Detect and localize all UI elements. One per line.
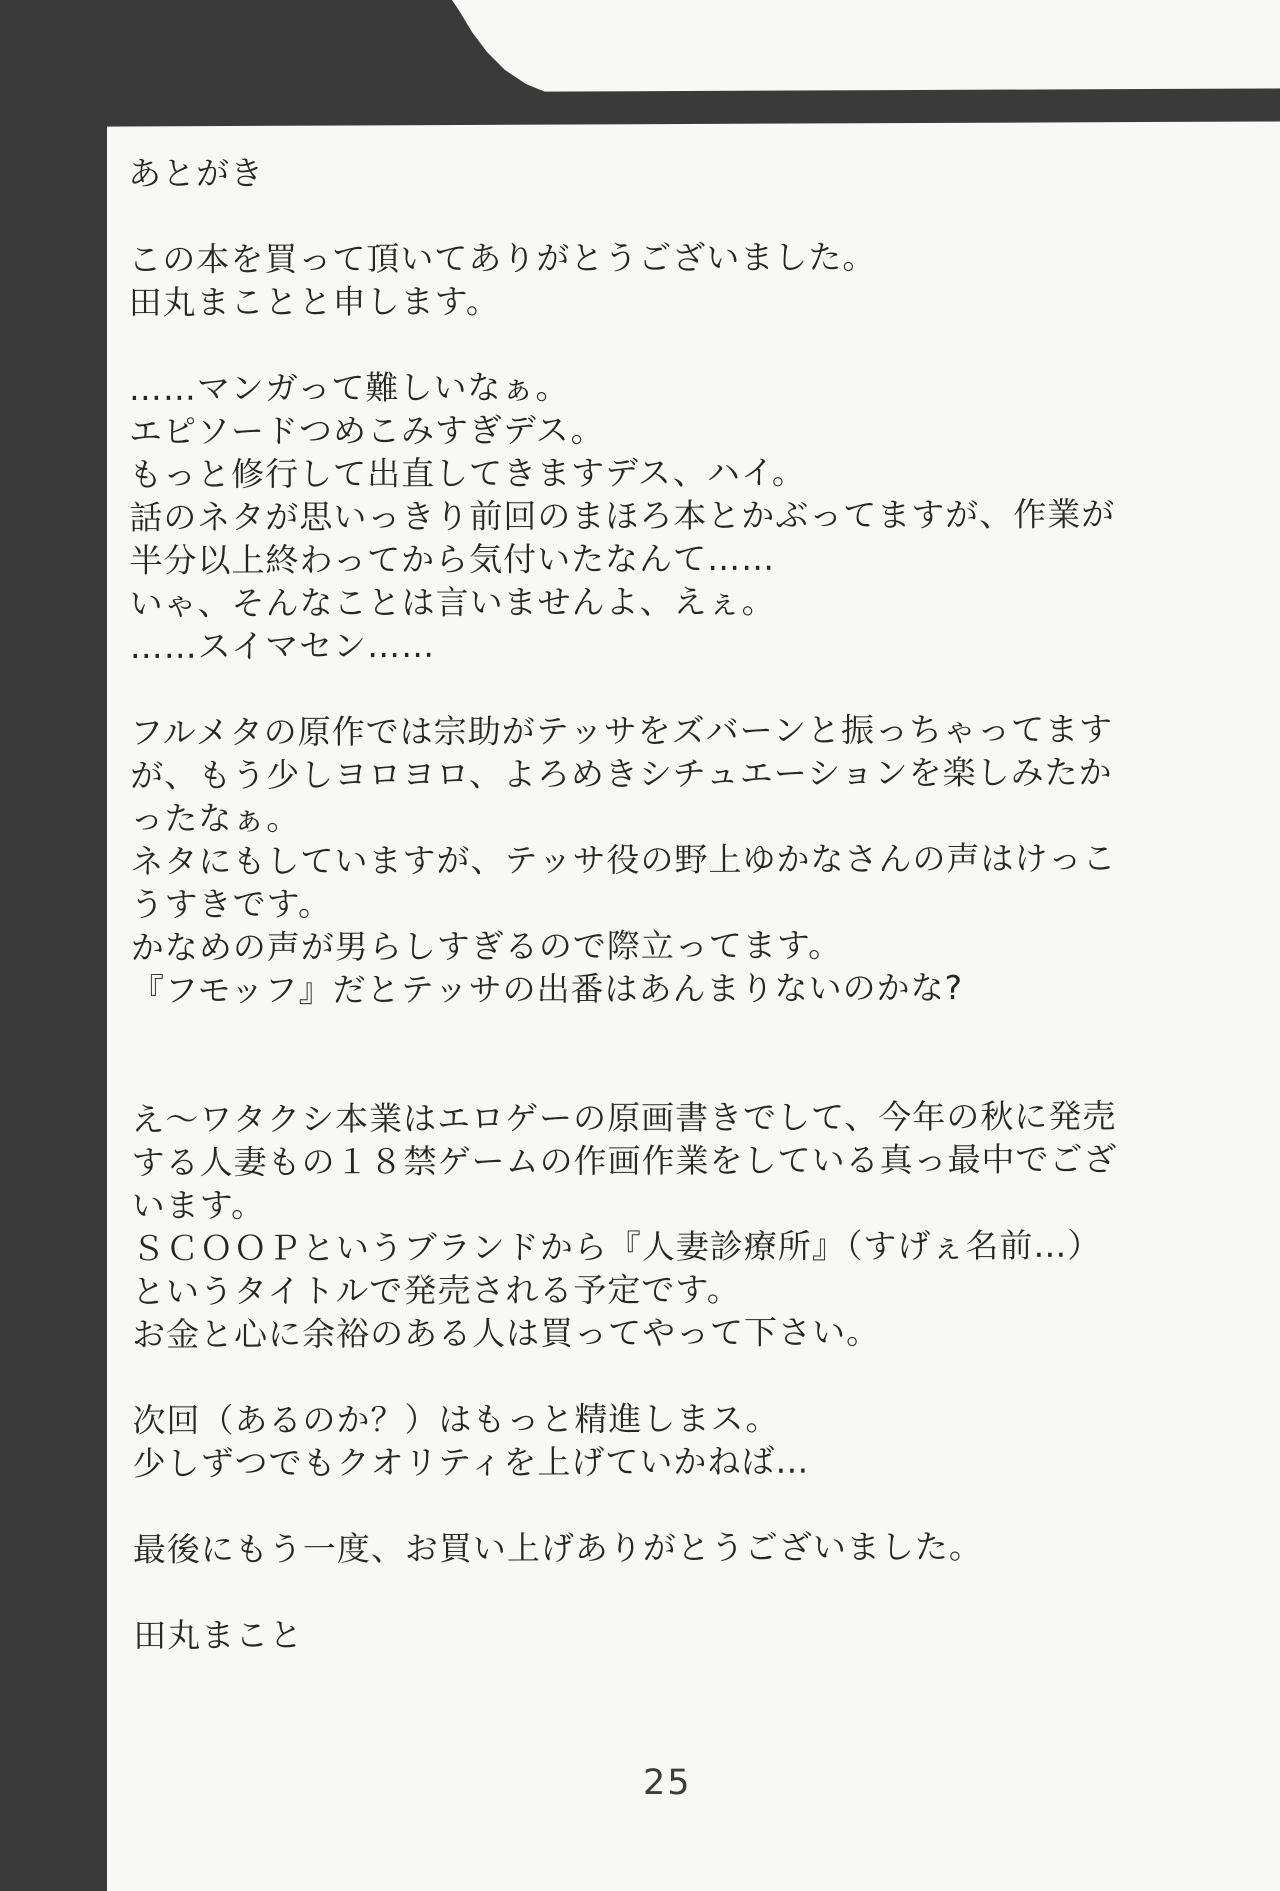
afterword-text-block	[128, 148, 1193, 1657]
text-line	[129, 320, 1189, 367]
text-line	[132, 1352, 1192, 1399]
text-line: 次回（あるのか？）はもっと精進しまス。	[132, 1398, 780, 1440]
text-line: 半分以上終わってから気付いたなんて……	[129, 538, 776, 580]
text-line: いゃ、そんなことは言いませんよ、えぇ。	[129, 581, 776, 623]
text-line: 少しずつでもクオリティを上げていかねば…	[132, 1441, 810, 1483]
text-line: 『フモッフ』だとテッサの出番はあんまりないのかな?	[130, 968, 964, 1010]
text-line: ＳＣＯＯＰというブランドから『人妻診療所』（すげぇ名前…）	[131, 1225, 1102, 1268]
text-line: ……スイマセン……	[129, 625, 436, 666]
text-line: うすきです。	[130, 884, 333, 924]
text-line	[128, 191, 1188, 238]
text-line: ったなぁ。	[130, 798, 301, 838]
text-line: この本を買って頂いてありがとうございました。	[128, 237, 877, 279]
text-line: ネタにもしていますが、テッサ役の野上ゆかなさんの声はけっこ	[130, 838, 1117, 881]
text-line: 田丸まこと	[133, 1615, 304, 1655]
text-line	[133, 1567, 1193, 1614]
text-line: が、もう少しヨロヨロ、よろめきシチュエーションを楽しみたか	[130, 752, 1113, 795]
text-line: 話のネタが思いっきり前回のまほろ本とかぶってますが、作業が	[129, 494, 1116, 537]
text-line: あとがき	[128, 153, 265, 193]
text-line: 田丸まことと申します。	[128, 281, 500, 322]
text-line: います。	[131, 1185, 266, 1225]
text-line: もっと修行して出直してきますデス、ハイ。	[129, 452, 806, 494]
text-line: エピソードつめこみすぎデス。	[128, 410, 605, 451]
text-line: かなめの声が男らしすぎるので際立ってます。	[130, 925, 843, 967]
page-border-left-column	[0, 0, 107, 1891]
text-line	[133, 1481, 1193, 1528]
text-line	[130, 664, 1190, 711]
text-line: ……マンガって難しいなぁ。	[128, 367, 570, 408]
text-line: フルメタの原作では宗助がテッサをズバーンと振っちゃってます	[129, 709, 1114, 752]
text-line: する人妻もの１８禁ゲームの作画作業をしている真っ最中でござ	[131, 1139, 1118, 1182]
text-line	[131, 1051, 1191, 1098]
text-line: というタイトルで発売される予定です。	[131, 1269, 741, 1311]
text-line: 最後にもう一度、お買い上げありがとうございました。	[132, 1527, 983, 1569]
text-line: お金と心に余裕のある人は買ってやって下さい。	[132, 1312, 881, 1354]
text-line	[131, 1008, 1191, 1055]
page-number: 25	[643, 1763, 692, 1803]
text-line: え〜ワタクシ本業はエロゲーの原画書きでして、今年の秋に発売	[131, 1096, 1117, 1139]
